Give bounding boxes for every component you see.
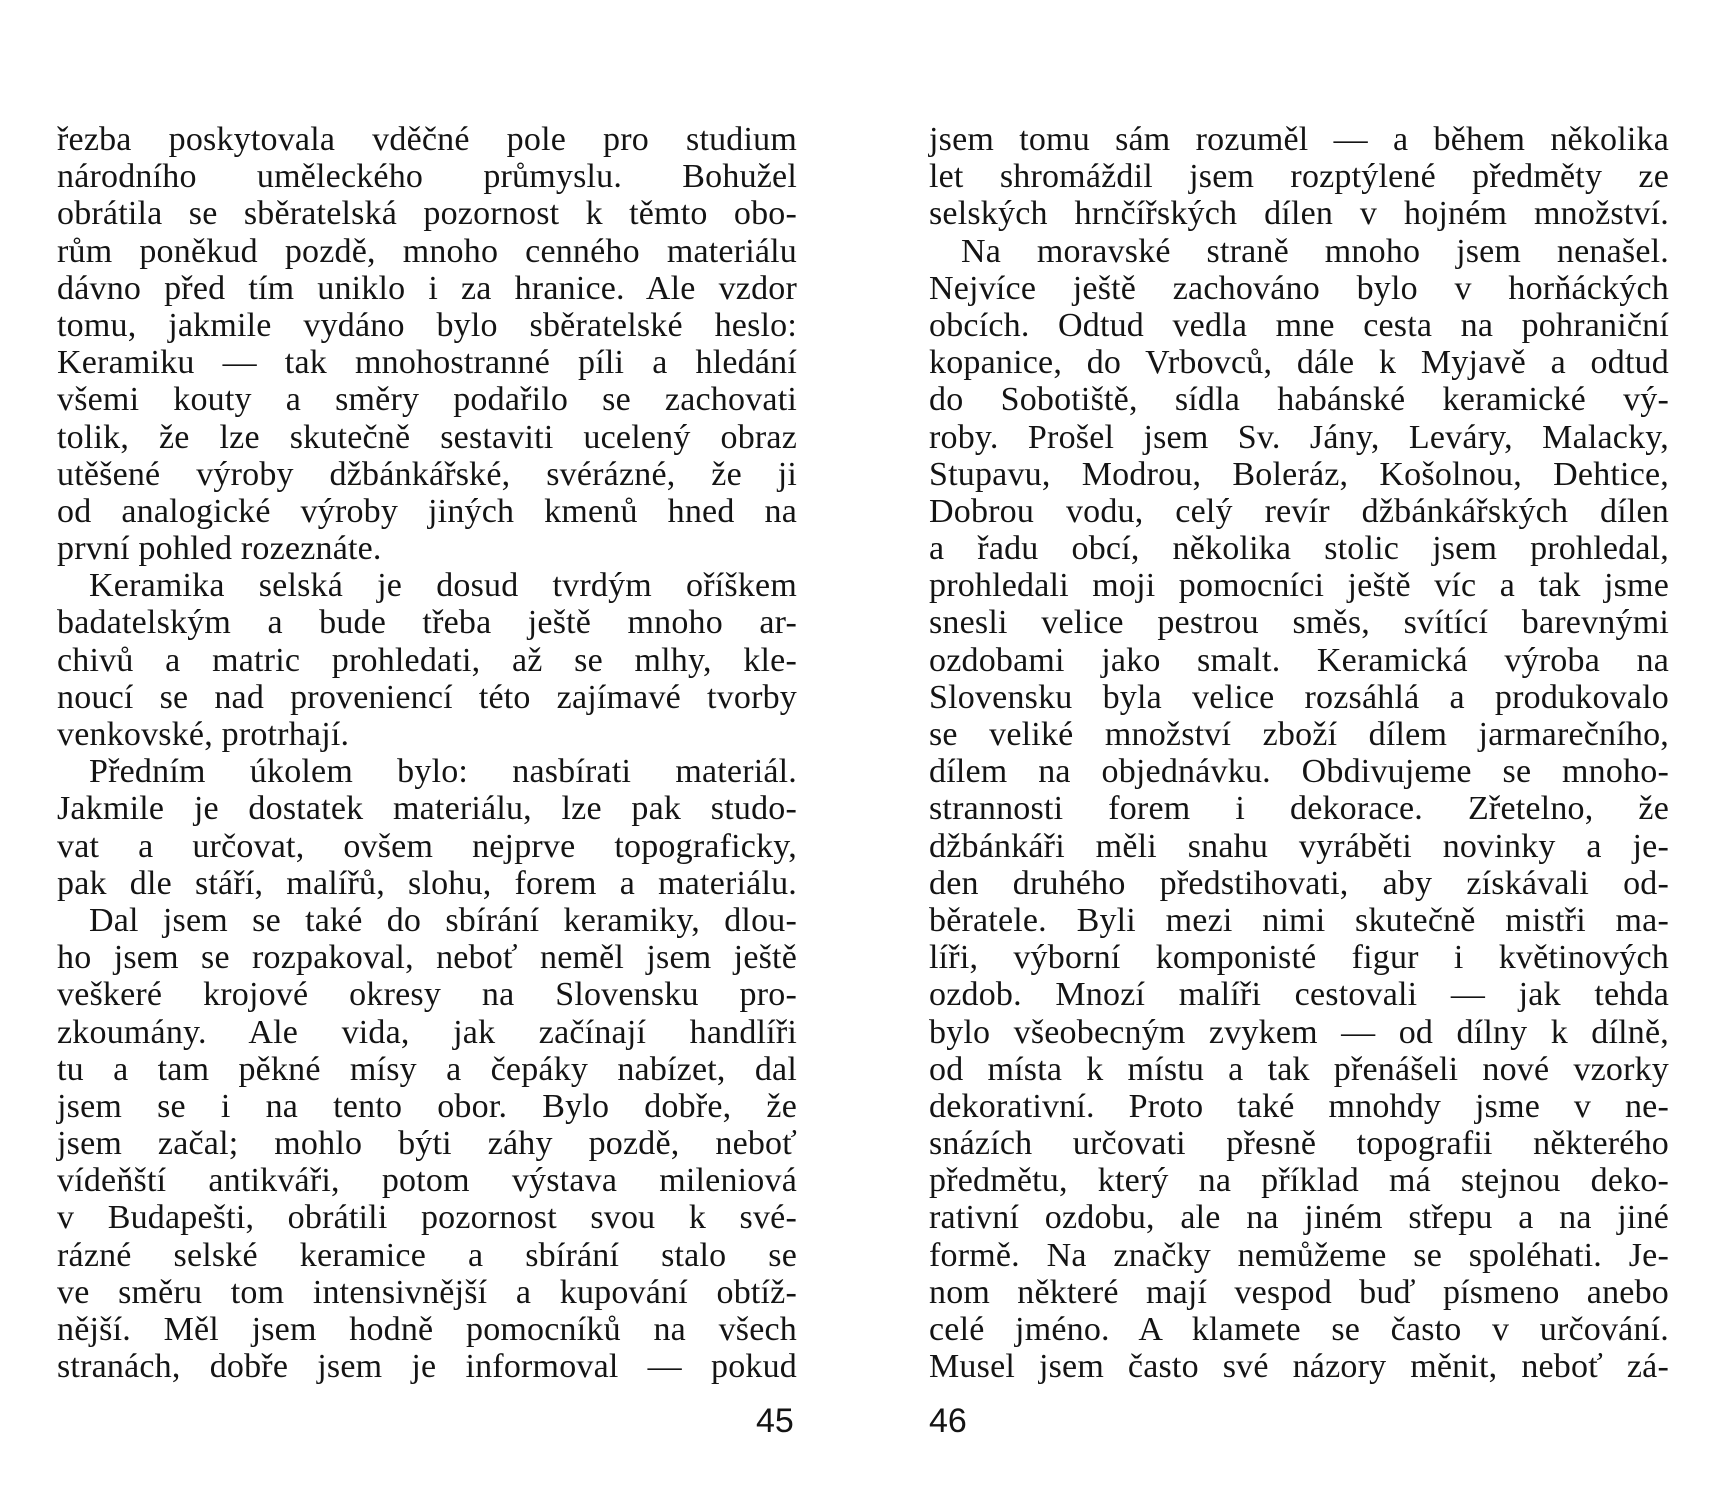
text-line: rům poněkud pozdě, mnoho cenného materiálu bbox=[57, 232, 797, 270]
text-line: vat a určovat, ovšem nejprve topograficky, bbox=[57, 827, 797, 865]
text-line: vídeňští antikváři, potom výstava mileniová bbox=[57, 1162, 797, 1200]
text-line: strannosti forem i dekorace. Zřetelno, že bbox=[929, 790, 1669, 828]
text-line: od analogické výroby jiných kmenů hned na bbox=[57, 492, 797, 530]
text-line: v Budapešti, obrátili pozornost svou k své- bbox=[57, 1199, 797, 1237]
text-line: dávno před tím uniklo i za hranice. Ale vzdor bbox=[57, 269, 797, 307]
text-line: obcích. Odtud vedla mne cesta na pohraniční bbox=[929, 306, 1669, 344]
page-number-left: 45 bbox=[756, 1402, 794, 1440]
text-line: snázích určovati přesně topografii některého bbox=[929, 1125, 1669, 1163]
text-line: Slovensku byla velice rozsáhlá a produkovalo bbox=[929, 678, 1669, 716]
text-line: selských hrnčířských dílen v hojném množství. bbox=[929, 195, 1669, 233]
text-line: celé jméno. A klamete se často v určování. bbox=[929, 1311, 1669, 1348]
text-line: dílem na objednávku. Obdivujeme se mnoho- bbox=[929, 753, 1669, 791]
text-line: venkovské, protrhají. bbox=[57, 716, 350, 753]
text-line: jsem tomu sám rozuměl — a během několika bbox=[929, 121, 1669, 158]
text-line: formě. Na značky nemůžeme se spoléhati. Je- bbox=[929, 1236, 1669, 1274]
text-line: Dobrou vodu, celý revír džbánkářských dílen bbox=[929, 492, 1669, 530]
text-line: noucí se nad proveniencí této zajímavé tvorby bbox=[57, 678, 797, 716]
text-line: prohledali moji pomocníci ještě víc a tak jsme bbox=[929, 567, 1669, 605]
text-line: tolik, že lze skutečně sestaviti ucelený obraz bbox=[57, 418, 797, 456]
text-line: tomu, jakmile vydáno bylo sběratelské heslo: bbox=[57, 306, 797, 344]
text-line: kopanice, do Vrbovců, dále k Myjavě a odtud bbox=[929, 344, 1669, 382]
text-line: všemi kouty a směry podařilo se zachovati bbox=[57, 381, 797, 419]
text-line: národního uměleckého průmyslu. Bohužel bbox=[57, 158, 797, 196]
text-line: Stupavu, Modrou, Boleráz, Košolnou, Dehtice, bbox=[929, 455, 1669, 493]
text-line: ozdobami jako smalt. Keramická výroba na bbox=[929, 641, 1669, 679]
text-line: ho jsem se rozpakoval, neboť neměl jsem ještě bbox=[57, 939, 797, 977]
text-line: Předním úkolem bylo: nasbírati materiál. bbox=[89, 753, 797, 791]
text-line: snesli velice pestrou směs, svítící barevnými bbox=[929, 604, 1669, 642]
text-line: zkoumány. Ale vida, jak začínají handlíři bbox=[57, 1013, 797, 1051]
text-line: nější. Měl jsem hodně pomocníků na všech bbox=[57, 1311, 797, 1348]
text-line: řezba poskytovala vděčné pole pro studium bbox=[57, 121, 797, 158]
text-line: nom některé mají vespod buď písmeno anebo bbox=[929, 1273, 1669, 1311]
text-line: tu a tam pěkné mísy a čepáky nabízet, dal bbox=[57, 1050, 797, 1088]
page-number-right: 46 bbox=[929, 1402, 967, 1440]
text-line: stranách, dobře jsem je informoval — pokud bbox=[57, 1348, 797, 1386]
text-line: badatelským a bude třeba ještě mnoho ar- bbox=[57, 604, 797, 642]
text-line: dekorativní. Proto také mnohdy jsme v ne- bbox=[929, 1087, 1669, 1125]
text-line: rativní ozdobu, ale na jiném střepu a na jiné bbox=[929, 1199, 1669, 1237]
text-line: ve směru tom intensivnější a kupování obtíž- bbox=[57, 1273, 797, 1311]
text-line: první pohled rozeznáte. bbox=[57, 530, 382, 568]
text-line: a řadu obcí, několika stolic jsem prohledal, bbox=[929, 530, 1669, 568]
text-line: Musel jsem často své názory měnit, neboť zá- bbox=[929, 1348, 1669, 1386]
text-line: bylo všeobecným zvykem — od dílny k dílně, bbox=[929, 1013, 1669, 1051]
text-line: pak dle stáří, malířů, slohu, forem a materiálu. bbox=[57, 864, 797, 902]
text-line: let shromáždil jsem rozptýlené předměty ze bbox=[929, 158, 1669, 196]
text-line: džbánkáři měli snahu vyráběti novinky a je- bbox=[929, 827, 1669, 865]
right-page-text bbox=[929, 121, 1669, 1385]
text-line: líři, výborní komponisté figur i květinových bbox=[929, 939, 1669, 977]
text-line: Keramika selská je dosud tvrdým oříškem bbox=[89, 567, 797, 605]
text-line: Dal jsem se také do sbírání keramiky, dlou- bbox=[89, 901, 797, 939]
text-line: do Sobotiště, sídla habánské keramické vý- bbox=[929, 381, 1669, 419]
text-line: předmětu, který na příklad má stejnou deko- bbox=[929, 1162, 1669, 1200]
text-line: běratele. Byli mezi nimi skutečně mistři ma- bbox=[929, 901, 1669, 939]
text-line: roby. Prošel jsem Sv. Jány, Leváry, Malacky, bbox=[929, 418, 1669, 456]
text-line: rázné selské keramice a sbírání stalo se bbox=[57, 1236, 797, 1274]
text-line: veškeré krojové okresy na Slovensku pro- bbox=[57, 976, 797, 1014]
text-line: od místa k místu a tak přenášeli nové vzorky bbox=[929, 1050, 1669, 1088]
text-line: Keramiku — tak mnohostranné píli a hledání bbox=[57, 344, 797, 382]
text-line: den druhého předstihovati, aby získávali od- bbox=[929, 864, 1669, 902]
text-line: utěšené výroby džbánkářské, svérázné, že ji bbox=[57, 455, 797, 493]
text-line: Na moravské straně mnoho jsem nenašel. bbox=[961, 232, 1669, 270]
text-line: ozdob. Mnozí malíři cestovali — jak tehda bbox=[929, 976, 1669, 1014]
text-line: obrátila se sběratelská pozornost k těmto obo- bbox=[57, 195, 797, 233]
text-line: Nejvíce ještě zachováno bylo v horňáckých bbox=[929, 269, 1669, 307]
text-line: chivů a matric prohledati, až se mlhy, kle- bbox=[57, 641, 797, 679]
text-line: Jakmile je dostatek materiálu, lze pak studo- bbox=[57, 790, 797, 828]
text-line: jsem začal; mohlo býti záhy pozdě, neboť bbox=[57, 1125, 797, 1163]
text-line: se veliké množství zboží dílem jarmarečního, bbox=[929, 716, 1669, 753]
text-line: jsem se i na tento obor. Bylo dobře, že bbox=[57, 1087, 797, 1125]
left-page-text bbox=[57, 121, 797, 1385]
